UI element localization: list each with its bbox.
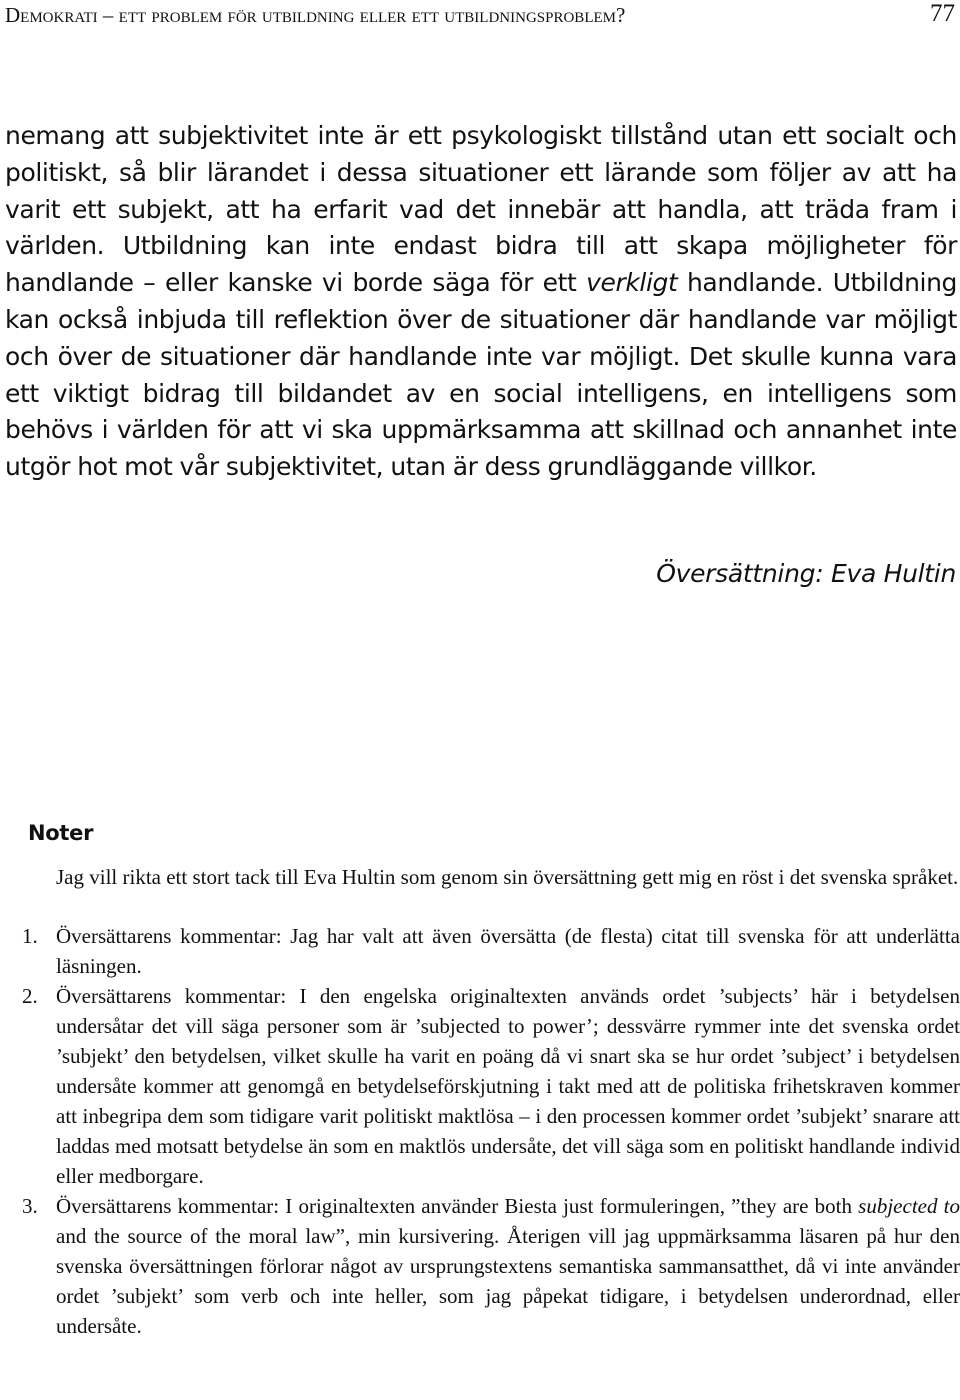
body-paragraph bbox=[5, 118, 957, 486]
note-text-part-2: and the source of the moral law”, min kursivering. Återigen vill jag uppmärksamma läsaren på hur den svenska översättningen förlorar något av ursprungstextens semantiska sammansatthet, då vi inte använder ordet ’subjekt’ som verb och inte heller, som jag påpekat tidigare, i betydelsen underordnad, eller undersåte. bbox=[56, 1224, 960, 1338]
chapter-title: Demokrati – ett problem för utbildning eller ett utbildningsproblem? bbox=[5, 3, 626, 27]
note-item-2 bbox=[22, 981, 960, 1191]
notes-intro: Jag vill rikta ett stort tack till Eva Hultin som genom sin översättning gett mig en röst i det svenska språket. bbox=[56, 865, 959, 889]
translator-credit: Översättning: Eva Hultin bbox=[656, 559, 956, 588]
notes-list bbox=[22, 921, 960, 1341]
note-number: 3. bbox=[22, 1194, 38, 1218]
note-text-part-1: Översättarens kommentar: I originaltexten använder Biesta just formuleringen, ”they are both bbox=[56, 1194, 859, 1218]
note-emphasis: subjected to bbox=[858, 1194, 960, 1218]
notes-section bbox=[22, 862, 960, 1341]
note-number: 1. bbox=[22, 924, 38, 948]
body-emphasis: verkligt bbox=[586, 268, 678, 298]
note-text: Översättarens kommentar: Jag har valt att även översätta (de flesta) citat till svenska för att underlätta läsningen. bbox=[56, 924, 960, 978]
note-item-3 bbox=[22, 1191, 960, 1341]
notes-heading: Noter bbox=[28, 821, 94, 846]
body-text-part-2: handlande. Utbildning kan också inbjuda till reflektion över de situationer där handlande var möjligt och över de situationer där handlande inte var möjligt. Det skulle kunna vara ett viktigt bidrag till bildandet av en social intelligens, en intelligens som behövs i världen för att vi ska uppmärksamma att skillnad och annanhet inte utgör hot mot vår subjektivitet, utan är dess grundläggande villkor. bbox=[5, 268, 958, 482]
running-header bbox=[5, 0, 955, 30]
note-number: 2. bbox=[22, 984, 38, 1008]
note-text: Översättarens kommentar: I den engelska originaltexten används ordet ’subjects’ här i betydelsen undersåtar det vill säga personer som är ’subjected to power’; dessvärre rymmer inte det svenska ordet ’subjekt’ den betydelsen, vilket skulle ha varit en poäng då vi snart ska se hur ordet ’subject’ i betydelsen undersåte kommer att genomgå en betydelseförskjutning i takt med att de politiska frihetskraven kommer att inbegripa dem som tidigare varit politiskt maktlösa – i den processen kommer ordet ’subjekt’ snarare att laddas med motsatt betydelse än som en maktlös undersåte, det vill säga som en politiskt handlande individ eller medborgare. bbox=[56, 984, 960, 1188]
body-text-part-1: nemang att subjektivitet inte är ett psykologiskt tillstånd utan ett socialt och politiskt, så blir lärandet i dessa situationer ett lärande som följer av att ha varit ett subjekt, att ha erfarit vad det innebär att handla, att träda fram i världen. Utbildning kan inte endast bidra till att skapa möjligheter för handlande – eller kanske vi borde säga för ett bbox=[5, 121, 957, 298]
note-item-1 bbox=[22, 921, 960, 981]
main-text bbox=[5, 118, 957, 486]
page-number: 77 bbox=[930, 0, 955, 27]
